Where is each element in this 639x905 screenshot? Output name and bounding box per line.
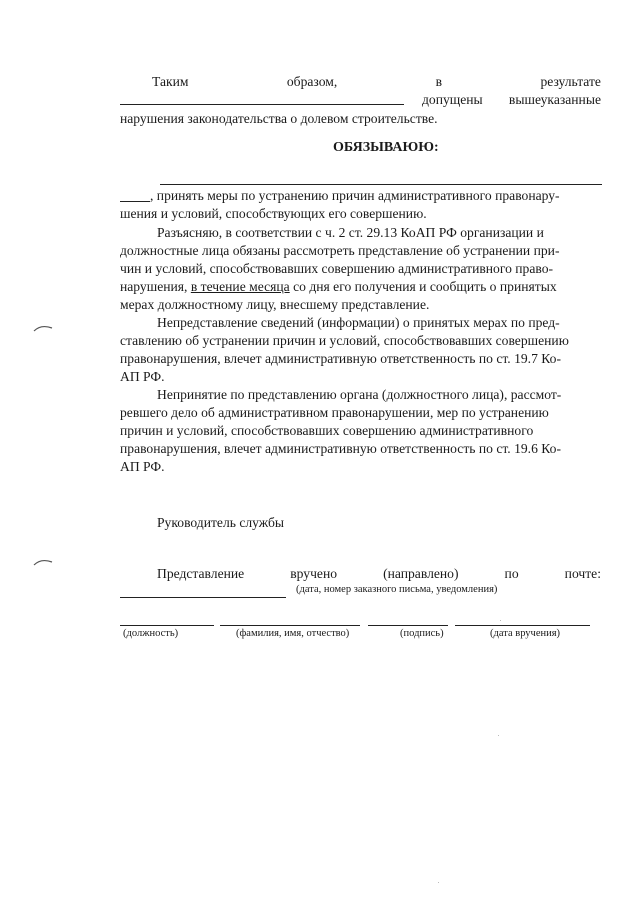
word: образом,: [286, 74, 338, 89]
word: результате: [540, 74, 601, 89]
word: допущены: [422, 92, 483, 107]
nonacceptance-line5: АП РФ.: [120, 459, 165, 474]
nonacceptance-line2: ревшего дело об административном правонарушении, мер по устранению: [120, 405, 549, 420]
heading: ОБЯЗЫВАЮЮ:: [333, 140, 439, 155]
word: (направлено): [383, 566, 459, 581]
punch-mark: [32, 322, 54, 334]
delivery-blank: [120, 597, 286, 598]
paragraph1-line1: [152, 73, 601, 90]
signature-title: Руководитель службы: [157, 515, 285, 530]
nonacceptance-line4: правонарушения, влечет административную ответственность по ст. 19.6 Ко-: [120, 441, 561, 456]
sign-blank: [368, 625, 448, 626]
nonsubmission-line1: Непредставление сведений (информации) о принятых мерах по пред-: [157, 315, 560, 330]
word: Представление: [157, 566, 245, 581]
blank-line: [120, 201, 150, 202]
explanation-line5: мерах должностному лицу, внесшему представление.: [120, 297, 430, 312]
nonsubmission-line4: АП РФ.: [120, 369, 165, 384]
text: со дня его получения и сообщить о принятых: [289, 279, 557, 294]
word: по: [504, 566, 519, 581]
explanation-line4: [120, 278, 557, 295]
word: почте:: [564, 566, 601, 581]
name-caption: (фамилия, имя, отчество): [236, 628, 350, 639]
obligation-line1: , принять меры по устранению причин административного правонару-: [150, 188, 560, 203]
text: нарушения,: [120, 279, 191, 294]
nonacceptance-line3: причин и условий, способствовавших совершению административного: [120, 423, 534, 438]
blank-line: [160, 184, 602, 185]
scan-speck: [500, 620, 501, 621]
explanation-line1: Разъясняю, в соответствии с ч. 2 ст. 29.13 КоАП РФ организации и: [157, 225, 544, 240]
underlined-deadline: в течение месяца: [190, 279, 290, 294]
word: Таким: [152, 74, 189, 89]
word: в: [435, 74, 443, 89]
date-caption: (дата вручения): [490, 628, 561, 639]
obligation-line2: шения и условий, способствующих его совершению.: [120, 206, 427, 221]
sign-caption: (подпись): [400, 628, 444, 639]
name-blank: [220, 625, 360, 626]
word: вышеуказанные: [508, 92, 601, 107]
explanation-line3: чин и условий, способствовавших совершению административного право-: [120, 261, 554, 276]
nonsubmission-line2: ставлению об устранении причин и условий, способствовавших совершению: [120, 333, 569, 348]
delivery-line: [157, 565, 601, 582]
paragraph1-line2: [422, 91, 601, 108]
position-caption: (должность): [123, 628, 179, 639]
blank-line: [120, 104, 404, 105]
delivery-caption: (дата, номер заказного письма, уведомления): [296, 584, 498, 595]
date-blank: [455, 625, 590, 626]
position-blank: [120, 625, 214, 626]
nonacceptance-line1: Непринятие по представлению органа (должностного лица), рассмот-: [157, 387, 562, 402]
word: вручено: [290, 566, 338, 581]
scan-speck: [498, 735, 499, 736]
explanation-line2: должностные лица обязаны рассмотреть представление об устранении при-: [120, 243, 560, 258]
nonsubmission-line3: правонарушения, влечет административную ответственность по ст. 19.7 Ко-: [120, 351, 561, 366]
scan-speck: [438, 882, 439, 883]
paragraph1-line3: нарушения законодательства о долевом строительстве.: [120, 111, 438, 126]
punch-mark: [32, 556, 54, 568]
